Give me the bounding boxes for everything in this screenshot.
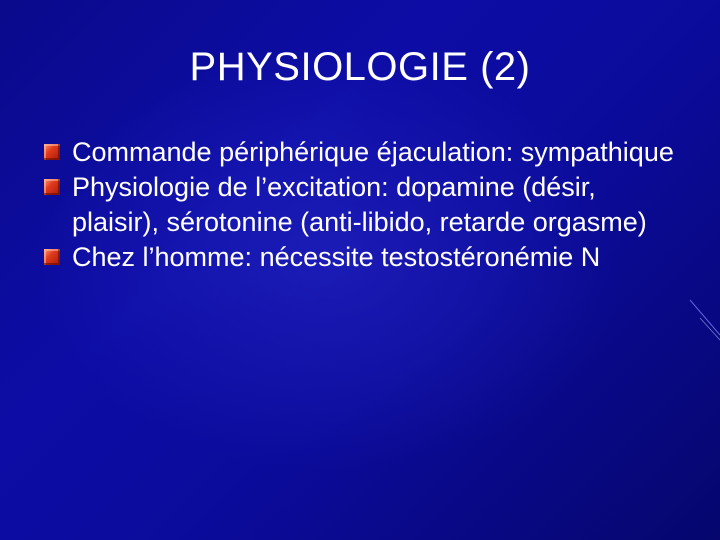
- slide-title: PHYSIOLOGIE (2): [189, 45, 531, 89]
- square-bullet-icon: [44, 144, 60, 160]
- square-bullet-icon: [44, 179, 60, 195]
- bullet-item: [44, 135, 684, 170]
- bullet-text: Chez l’homme: nécessite testostéronémie N: [72, 242, 601, 272]
- square-bullet-icon: [44, 249, 60, 265]
- bullet-item: [44, 240, 684, 275]
- bullet-list: [44, 135, 684, 275]
- bullet-text: Commande périphérique éjaculation: sympathique: [72, 137, 674, 167]
- bullet-item: [44, 170, 684, 240]
- bullet-text: Physiologie de l’excitation: dopamine (désir, plaisir), sérotonine (anti-libido, retarde orgasme): [72, 172, 647, 237]
